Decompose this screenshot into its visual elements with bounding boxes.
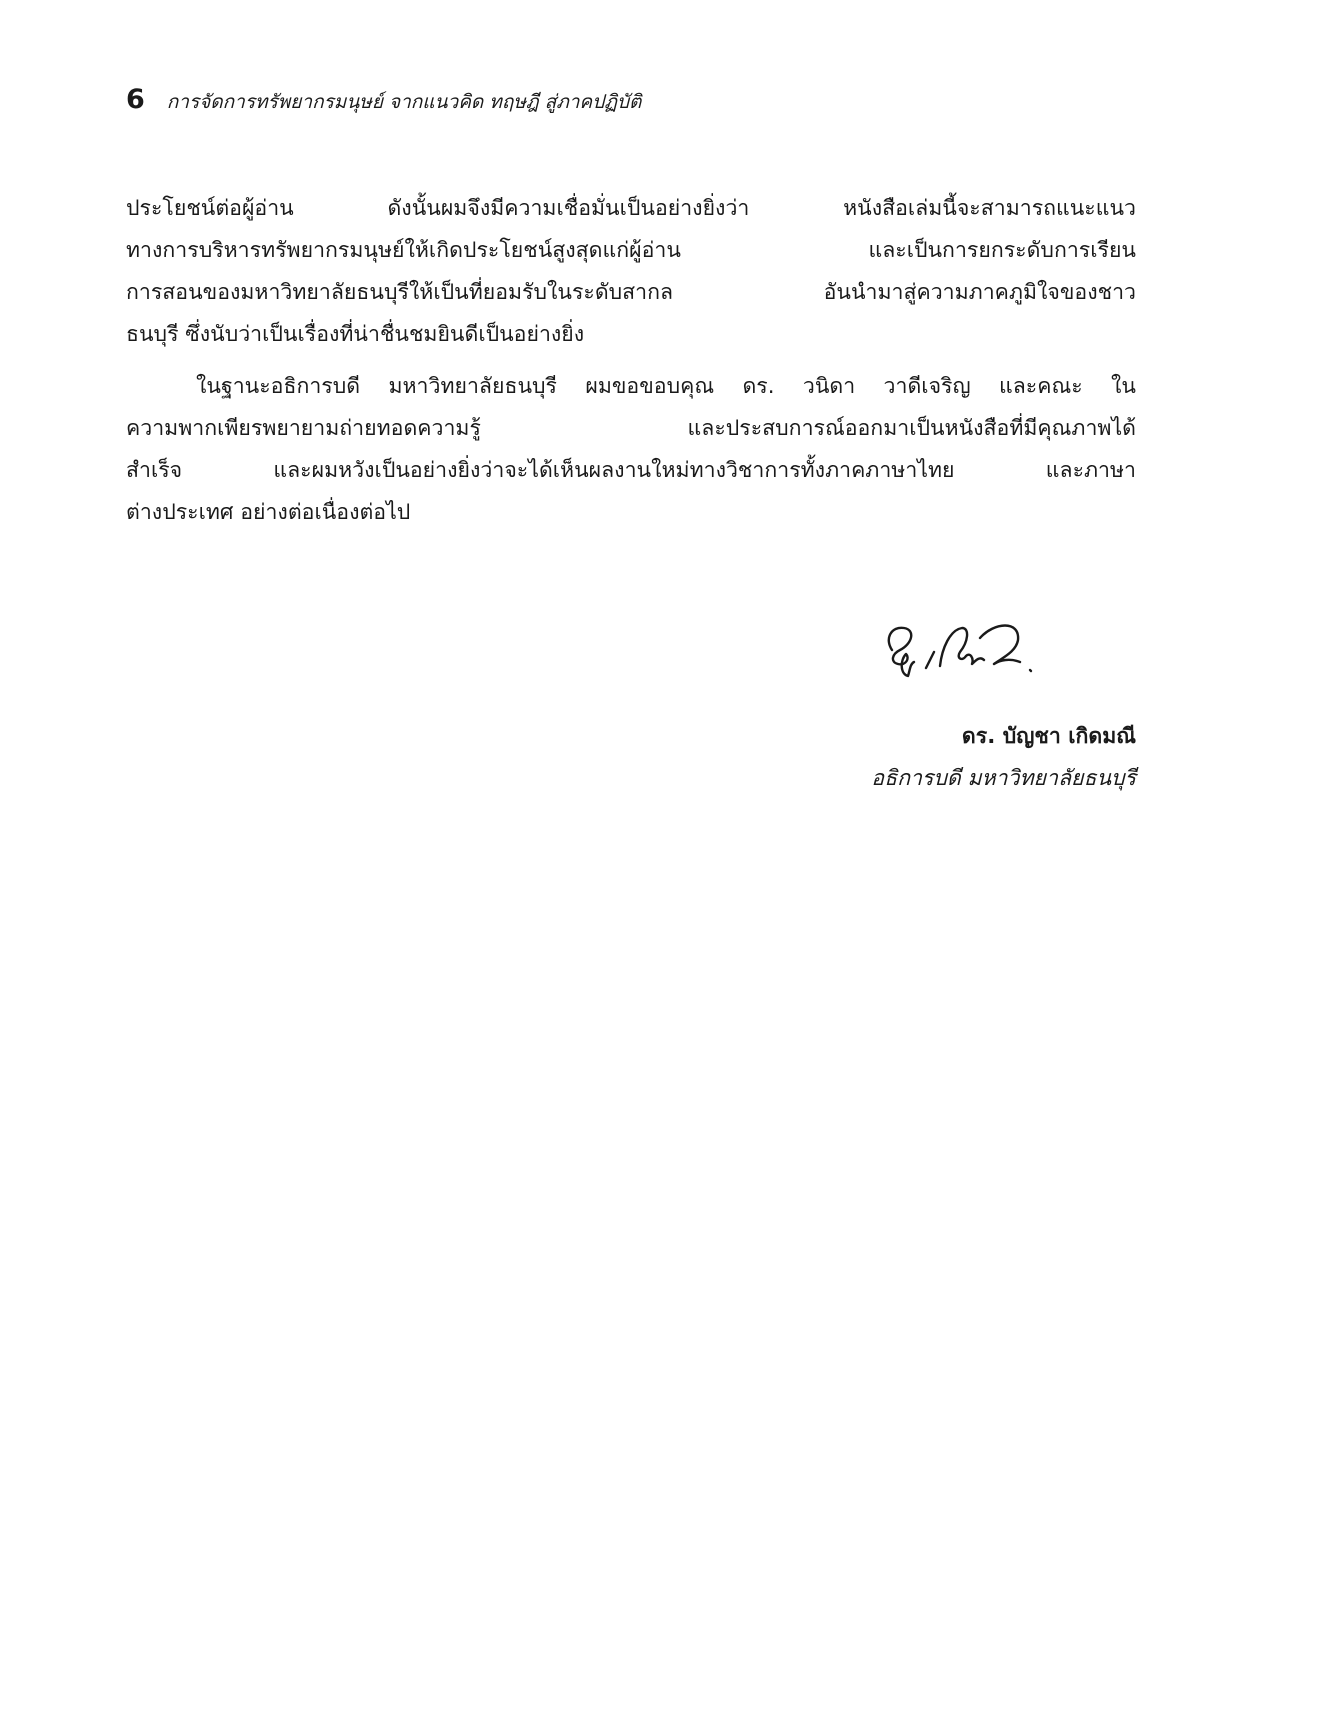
text-line: ความพากเพียรพยายามถ่ายทอดความรู้ และประสบการณ์ออกมาเป็นหนังสือที่มีคุณภาพได้ (126, 416, 1136, 441)
paragraph-2 (126, 366, 1136, 534)
body-text (126, 188, 1136, 534)
text-line: สำเร็จ และผมหวังเป็นอย่างยิ่งว่าจะได้เห็นผลงานใหม่ทางวิชาการทั้งภาคภาษาไทย และภาษา (126, 458, 1136, 483)
text-line: ต่างประเทศ อย่างต่อเนื่องต่อไป (126, 500, 411, 525)
text-line: การสอนของมหาวิทยาลัยธนบุรีให้เป็นที่ยอมรับในระดับสากล อันนำมาสู่ความภาคภูมิใจของชาว (126, 280, 1136, 305)
handwritten-signature (870, 608, 1070, 688)
signer-block (871, 716, 1136, 800)
paragraph-1 (126, 188, 1136, 356)
page-number: 6 (126, 84, 145, 115)
running-header (126, 84, 1126, 124)
text-line: ในฐานะอธิการบดี มหาวิทยาลัยธนบุรี ผมขอขอบคุณ ดร. วนิดา วาดีเจริญ และคณะ ใน (196, 374, 1136, 399)
text-line: ทางการบริหารทรัพยากรมนุษย์ให้เกิดประโยชน์สูงสุดแก่ผู้อ่าน และเป็นการยกระดับการเรียน (126, 238, 1136, 263)
signer-name: ดร. บัญชา เกิดมณี (961, 724, 1136, 749)
running-title: การจัดการทรัพยากรมนุษย์ จากแนวคิด ทฤษฎี สู่ภาคปฏิบัติ (166, 91, 642, 113)
signer-title: อธิการบดี มหาวิทยาลัยธนบุรี (871, 766, 1136, 791)
text-line: ธนบุรี ซึ่งนับว่าเป็นเรื่องที่น่าชื่นชมยินดีเป็นอย่างยิ่ง (126, 322, 585, 347)
text-line: ประโยชน์ต่อผู้อ่าน ดังนั้นผมจึงมีความเชื่อมั่นเป็นอย่างยิ่งว่า หนังสือเล่มนี้จะสามารถแนะแนว (126, 196, 1136, 221)
